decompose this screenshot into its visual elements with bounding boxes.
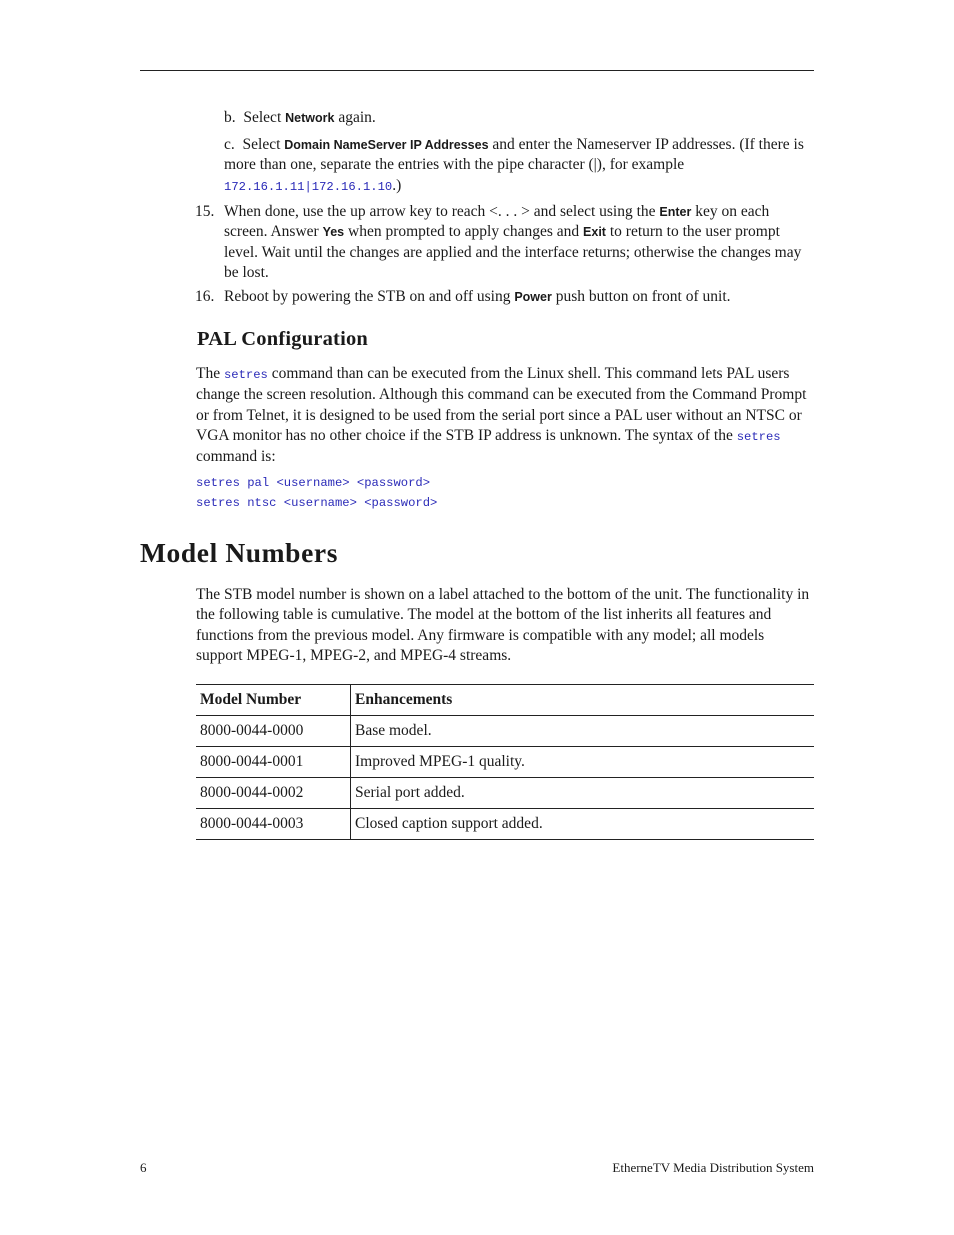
page-number: 6	[140, 1160, 147, 1175]
step-c-text-mid: and enter the Nameserver IP addresses. (If there is more than one, separate the entries with the pipe character (|), for example	[224, 136, 804, 174]
pal-configuration-heading: PAL Configuration	[197, 328, 369, 350]
enhancement-cell: Closed caption support added.	[351, 809, 815, 840]
step-b-text-end: again.	[334, 109, 376, 126]
command-ntsc: setres ntsc <username> <password>	[196, 496, 438, 510]
step-c	[224, 135, 816, 197]
model-number-cell: 8000-0044-0003	[196, 809, 351, 840]
ip-example-code: 172.16.1.11|172.16.1.10	[224, 179, 393, 194]
step-15-text-4: to return to the user prompt level. Wait until the changes are applied and the interface returns; otherwise the changes may be lost.	[224, 223, 802, 281]
pal-text-1: The	[196, 365, 224, 382]
column-header-model-number: Model Number	[196, 685, 351, 716]
model-number-cell: 8000-0044-0001	[196, 747, 351, 778]
step-c-text-end: .)	[392, 176, 402, 194]
table-row	[196, 747, 814, 778]
step-b	[224, 108, 816, 128]
enhancement-cell: Base model.	[351, 716, 815, 747]
pal-text-3: command is:	[196, 448, 276, 466]
step-16-marker: 16.	[195, 288, 215, 305]
table-row	[196, 809, 814, 840]
model-number-cell: 8000-0044-0002	[196, 778, 351, 809]
yes-label: Yes	[322, 225, 345, 240]
step-16	[224, 287, 816, 307]
model-table	[196, 684, 814, 840]
command-pal: setres pal <username> <password>	[196, 476, 431, 490]
enhancement-cell: Improved MPEG-1 quality.	[351, 747, 815, 778]
dns-menu-label: Domain NameServer IP Addresses	[284, 138, 489, 152]
header-rule	[140, 70, 814, 71]
step-15-text: When done, use the up arrow key to reach <. . . > and select using the	[224, 203, 660, 220]
power-button-label: Power	[514, 290, 552, 304]
footer-title: EtherneTV Media Distribution System	[612, 1160, 814, 1175]
model-number-cell: 8000-0044-0000	[196, 716, 351, 747]
step-15-marker: 15.	[195, 203, 215, 220]
column-header-enhancements: Enhancements	[351, 685, 815, 716]
step-b-text: Select	[243, 109, 286, 126]
pal-paragraph	[196, 364, 814, 467]
step-16-text: Reboot by powering the STB on and off using	[224, 288, 515, 305]
pal-text-2: command than can be executed from the Linux shell. This command lets PAL users change the screen resolution. Although this command can be executed from the Command Prompt or from Telnet, it is designed to be used from the serial port since a PAL user without an NTSC or VGA monitor has no other choice if the STB IP address is unknown. The syntax of the	[196, 365, 807, 444]
exit-label: Exit	[583, 225, 606, 240]
step-15-text-2: key on each screen. Answer	[224, 203, 770, 241]
table-row	[196, 716, 814, 747]
model-numbers-heading: Model Numbers	[140, 537, 338, 568]
enter-key-label: Enter	[659, 205, 692, 219]
step-16-text-2: push button on front of unit.	[551, 288, 731, 305]
table-header-row	[196, 685, 814, 716]
step-c-text: Select	[242, 136, 285, 153]
step-b-marker: b.	[224, 109, 236, 126]
table-row	[196, 778, 814, 809]
setres-code: setres	[223, 368, 268, 382]
enhancement-cell: Serial port added.	[351, 778, 815, 809]
step-c-marker: c.	[224, 136, 235, 153]
step-15-text-3: when prompted to apply changes and	[344, 223, 584, 241]
model-intro-paragraph: The STB model number is shown on a label attached to the bottom of the unit. The functionality in the following table is cumulative. The model at the bottom of the list inherits all features and functions from the previous model. Any firmware is compatible with any model; all models support MPEG-1, MPEG-2, and MPEG-4 streams.	[196, 586, 810, 664]
network-menu-label: Network	[285, 111, 335, 125]
setres-code-2: setres	[736, 429, 781, 444]
step-15	[224, 202, 816, 283]
